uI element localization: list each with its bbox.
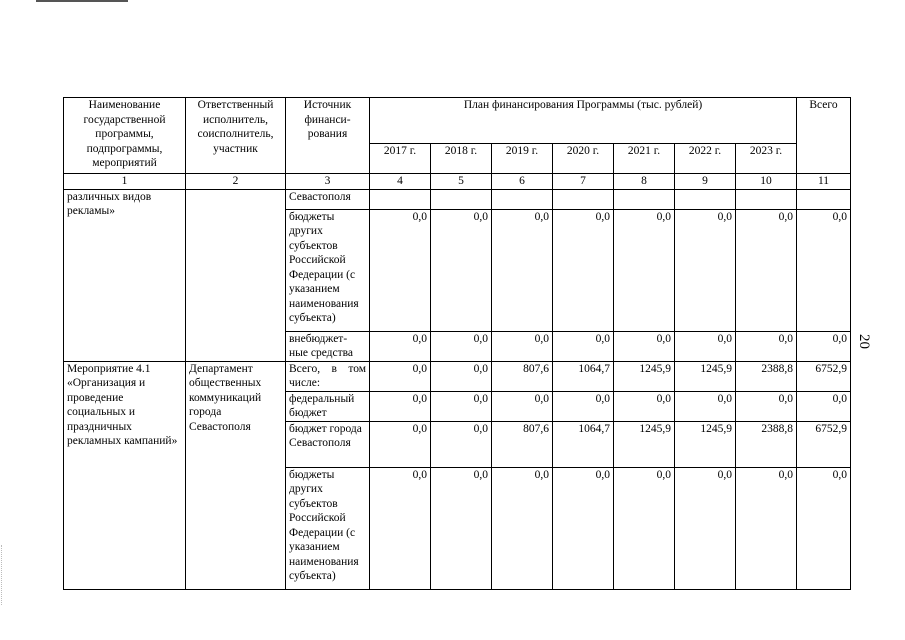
value-cell: 1245,9 bbox=[614, 421, 675, 467]
column-numbers-row bbox=[64, 174, 851, 190]
value-cell: 807,6 bbox=[492, 421, 553, 467]
value-cell: 1245,9 bbox=[614, 361, 675, 391]
responsible-cell: Департамент общественных коммуникаций города Севастополя bbox=[186, 361, 286, 589]
source-cell: бюджеты других субъектов Российской Федерации (с указанием наименования субъекта) bbox=[286, 467, 370, 589]
header-year-cell: 2022 г. bbox=[675, 144, 736, 174]
header-year-cell: 2019 г. bbox=[492, 144, 553, 174]
source-cell: Всего, в том числе: bbox=[286, 361, 370, 391]
total-cell: 0,0 bbox=[797, 467, 851, 589]
value-cell bbox=[553, 189, 614, 209]
source-cell: бюджет города Севастополя bbox=[286, 421, 370, 467]
header-responsible-cell: Ответственный исполнитель, соисполнитель, участник bbox=[186, 98, 286, 174]
header-year-cell: 2021 г. bbox=[614, 144, 675, 174]
value-cell: 1245,9 bbox=[675, 421, 736, 467]
value-cell: 0,0 bbox=[736, 391, 797, 421]
value-cell: 1245,9 bbox=[675, 361, 736, 391]
value-cell: 0,0 bbox=[736, 467, 797, 589]
value-cell bbox=[431, 189, 492, 209]
scan-edge-dots bbox=[1, 545, 4, 605]
value-cell: 0,0 bbox=[675, 209, 736, 331]
total-cell: 6752,9 bbox=[797, 421, 851, 467]
column-number: 4 bbox=[370, 174, 431, 190]
total-cell: 6752,9 bbox=[797, 361, 851, 391]
program-name-cell: различных видов рекламы» bbox=[64, 189, 186, 361]
column-number: 6 bbox=[492, 174, 553, 190]
value-cell bbox=[492, 189, 553, 209]
header-year-cell: 2017 г. bbox=[370, 144, 431, 174]
header-year-cell: 2018 г. bbox=[431, 144, 492, 174]
value-cell: 2388,8 bbox=[736, 361, 797, 391]
value-cell: 0,0 bbox=[736, 209, 797, 331]
value-cell: 0,0 bbox=[370, 421, 431, 467]
source-cell: бюджеты других субъектов Российской Федерации (с указанием наименования субъекта) bbox=[286, 209, 370, 331]
header-source-cell: Источник финанси-рования bbox=[286, 98, 370, 174]
table-row bbox=[64, 189, 851, 209]
value-cell bbox=[675, 189, 736, 209]
value-cell: 0,0 bbox=[431, 467, 492, 589]
header-year-cell: 2023 г. bbox=[736, 144, 797, 174]
page-number: 20 bbox=[856, 334, 872, 349]
value-cell: 0,0 bbox=[553, 331, 614, 361]
header-year-cell: 2020 г. bbox=[553, 144, 614, 174]
value-cell bbox=[370, 189, 431, 209]
value-cell: 0,0 bbox=[492, 467, 553, 589]
value-cell: 0,0 bbox=[553, 209, 614, 331]
column-number: 3 bbox=[286, 174, 370, 190]
total-cell bbox=[797, 189, 851, 209]
value-cell: 1064,7 bbox=[553, 361, 614, 391]
table-row bbox=[64, 361, 851, 391]
program-name-cell: Мероприятие 4.1 «Организация и проведение социальных и праздничных рекламных кампаний» bbox=[64, 361, 186, 589]
value-cell: 0,0 bbox=[370, 209, 431, 331]
column-number: 10 bbox=[736, 174, 797, 190]
header-name-cell: Наименование государственной программы, подпрограммы, мероприятий bbox=[64, 98, 186, 174]
source-cell: Севастополя bbox=[286, 189, 370, 209]
value-cell: 0,0 bbox=[431, 391, 492, 421]
value-cell: 0,0 bbox=[675, 467, 736, 589]
value-cell: 0,0 bbox=[431, 421, 492, 467]
value-cell bbox=[736, 189, 797, 209]
source-cell: федеральный бюджет bbox=[286, 391, 370, 421]
value-cell: 0,0 bbox=[492, 331, 553, 361]
financing-table bbox=[63, 97, 851, 590]
column-number: 2 bbox=[186, 174, 286, 190]
value-cell: 0,0 bbox=[492, 391, 553, 421]
value-cell: 0,0 bbox=[431, 209, 492, 331]
column-number: 8 bbox=[614, 174, 675, 190]
value-cell: 0,0 bbox=[614, 391, 675, 421]
value-cell: 0,0 bbox=[736, 331, 797, 361]
value-cell: 0,0 bbox=[614, 467, 675, 589]
value-cell: 1064,7 bbox=[553, 421, 614, 467]
header-plan-cell: План финансирования Программы (тыс. рублей) bbox=[370, 98, 797, 144]
source-cell: внебюджет-ные средства bbox=[286, 331, 370, 361]
value-cell: 0,0 bbox=[492, 209, 553, 331]
value-cell: 0,0 bbox=[675, 331, 736, 361]
value-cell bbox=[614, 189, 675, 209]
value-cell: 0,0 bbox=[370, 467, 431, 589]
value-cell: 807,6 bbox=[492, 361, 553, 391]
value-cell: 0,0 bbox=[431, 361, 492, 391]
value-cell: 0,0 bbox=[431, 331, 492, 361]
column-number: 9 bbox=[675, 174, 736, 190]
responsible-cell bbox=[186, 189, 286, 361]
value-cell: 0,0 bbox=[614, 209, 675, 331]
value-cell: 0,0 bbox=[675, 391, 736, 421]
total-cell: 0,0 bbox=[797, 331, 851, 361]
column-number: 5 bbox=[431, 174, 492, 190]
value-cell: 2388,8 bbox=[736, 421, 797, 467]
column-number: 1 bbox=[64, 174, 186, 190]
total-cell: 0,0 bbox=[797, 209, 851, 331]
header-total-cell: Всего bbox=[797, 98, 851, 174]
value-cell: 0,0 bbox=[553, 391, 614, 421]
scan-edge-mark bbox=[36, 0, 128, 2]
value-cell: 0,0 bbox=[370, 391, 431, 421]
value-cell: 0,0 bbox=[370, 361, 431, 391]
column-number: 7 bbox=[553, 174, 614, 190]
value-cell: 0,0 bbox=[553, 467, 614, 589]
value-cell: 0,0 bbox=[614, 331, 675, 361]
column-number: 11 bbox=[797, 174, 851, 190]
value-cell: 0,0 bbox=[370, 331, 431, 361]
total-cell: 0,0 bbox=[797, 391, 851, 421]
